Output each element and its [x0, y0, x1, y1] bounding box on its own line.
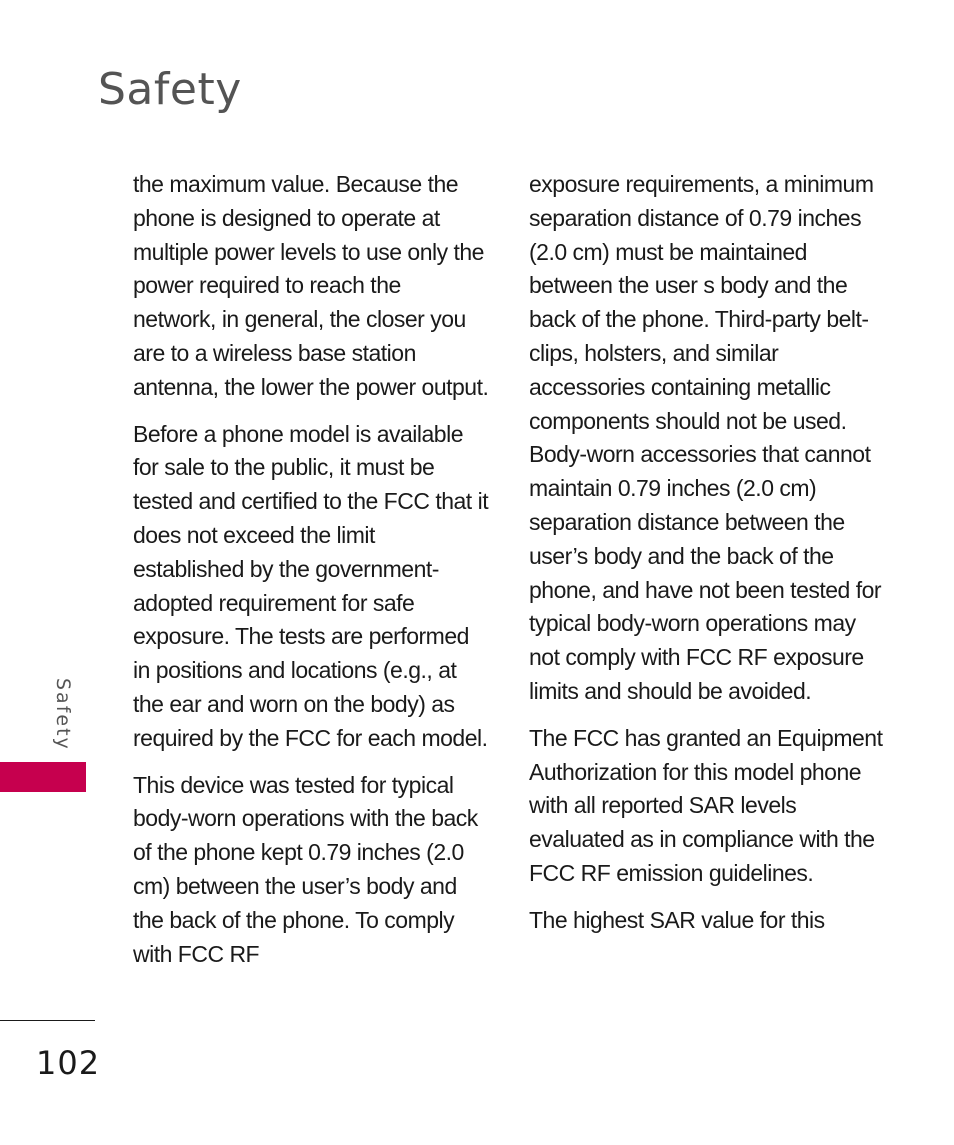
paragraph-body-worn-test: This device was tested for typical body-worn operations with the back of the phone kept 0.79 inches (2.0 cm) between the user’s body and the back of the phone. To comply with FCC RF — [133, 771, 478, 967]
section-tab-marker — [0, 762, 86, 792]
right-column — [529, 168, 891, 951]
paragraph-max-value: the maximum value. Because the phone is designed to operate at multiple power levels to use only the power required to reach the network, in general, the closer you are to a wireless base station antenna, the lower the power output. — [133, 171, 489, 400]
page-number: 102 — [36, 1044, 101, 1082]
footer-divider — [0, 1020, 95, 1021]
page-title: Safety — [98, 64, 242, 115]
left-column — [133, 168, 489, 984]
section-side-label: Safety — [52, 678, 74, 751]
paragraph-equipment-authorization: The FCC has granted an Equipment Authorization for this model phone with all reported SAR levels evaluated as in compliance with the FCC RF emission guidelines. — [529, 724, 883, 886]
paragraph-highest-sar: The highest SAR value for this — [529, 906, 825, 933]
paragraph-certification: Before a phone model is available for sale to the public, it must be tested and certified to the FCC that it does not exceed the limit established by the government-adopted requirement for safe exposure. The tests are performed in positions and locations (e.g., at the ear and worn on the body) as required by the FCC for each model. — [133, 420, 489, 751]
paragraph-separation-distance: exposure requirements, a minimum separation distance of 0.79 inches (2.0 cm) must be maintained between the user s body and the back of the phone. Third-party belt-clips, holsters, and similar accessories containing metallic components should not be used. Body-worn accessories that cannot maintain 0.79 inches (2.0 cm) separation distance between the user’s body and the back of the phone, and have not been tested for typical body-worn operations may not comply with FCC RF exposure limits and should be avoided. — [529, 171, 882, 704]
